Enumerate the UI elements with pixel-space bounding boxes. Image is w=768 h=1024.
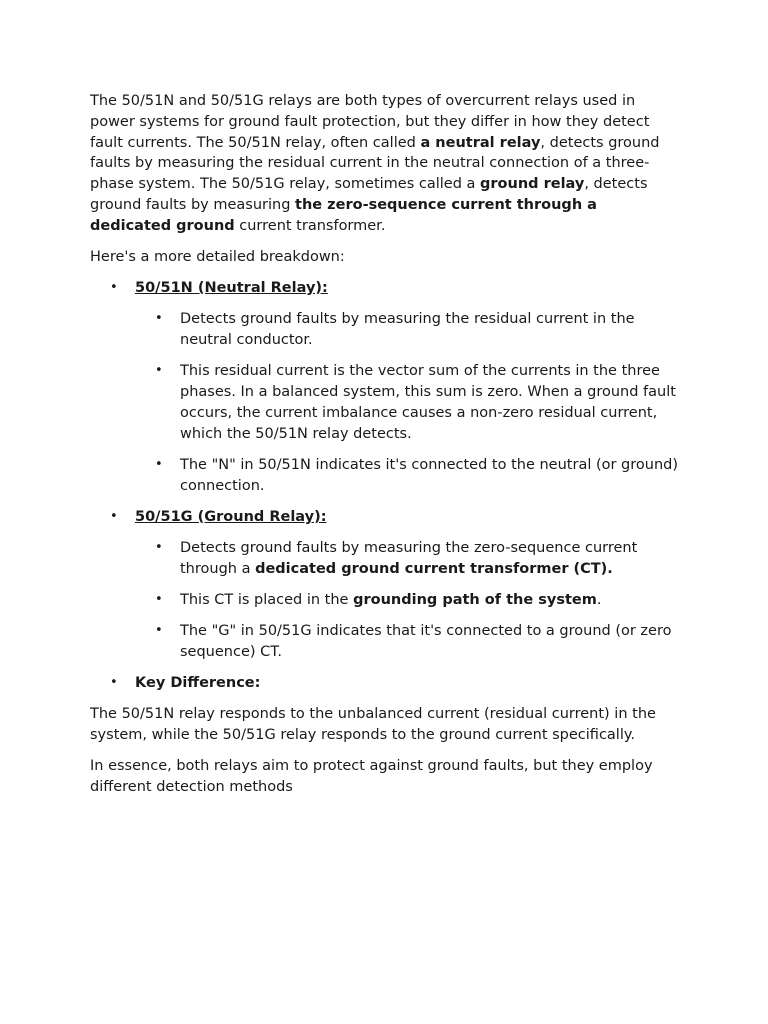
list-item xyxy=(135,538,682,580)
intro-text: , detects ground faults by measuring xyxy=(90,176,648,213)
list-item-bold: dedicated ground current transformer (CT). xyxy=(255,560,613,577)
neutral-relay-heading: 50/51N (Neutral Relay): xyxy=(135,280,328,297)
intro-bold-ground-relay: ground relay xyxy=(480,176,585,193)
list-item: • Detects ground faults by measuring the residual current in the neutral conductor. xyxy=(135,309,682,351)
closing-paragraph-1: The 50/51N relay responds to the unbalanced current (residual current) in the system, while the 50/51G relay responds to the ground current specifically. xyxy=(90,706,656,744)
breakdown-list xyxy=(90,278,682,694)
document-body xyxy=(90,91,682,808)
list-item-text: Detects ground faults by measuring the zero-sequence current through a xyxy=(180,540,638,577)
key-difference-heading: Key Difference: xyxy=(135,675,261,692)
ground-relay-sublist xyxy=(135,538,682,663)
neutral-relay-sublist xyxy=(135,309,682,496)
list-item-text: . xyxy=(596,592,602,609)
list-item: • This residual current is the vector sum of the currents in the three phases. In a balanced system, this sum is zero. When a ground fault occurs, the current imbalance causes a non-zero residual current, which the 50/51N relay detects. xyxy=(135,361,682,444)
closing-paragraph-2: In essence, both relays aim to protect against ground faults, but they employ different detection methods xyxy=(90,758,653,796)
list-item-neutral-relay xyxy=(90,278,682,496)
list-item-text: This CT is placed in the xyxy=(180,592,354,609)
list-item: • The "N" in 50/51N indicates it's connected to the neutral (or ground) connection. xyxy=(135,455,682,497)
intro-bold-neutral-relay: a neutral relay xyxy=(420,134,541,151)
ground-relay-heading: 50/51G (Ground Relay): xyxy=(135,508,327,525)
intro-text: current transformer. xyxy=(234,217,386,234)
list-item xyxy=(135,590,682,611)
intro-bold-zero-sequence: the zero-sequence current through a dedicated ground xyxy=(90,196,597,234)
intro-text: The 50/51N and 50/51G relays are both types of overcurrent relays used in power systems for ground fault protection, but they differ in how they detect fault currents. The 50/51N relay, often called xyxy=(90,93,650,151)
intro-paragraph xyxy=(90,91,682,237)
list-item: • The "G" in 50/51G indicates that it's connected to a ground (or zero sequence) CT. xyxy=(135,621,682,663)
list-item-ground-relay xyxy=(90,507,682,663)
list-item-bold: grounding path of the system xyxy=(353,592,597,609)
list-item-key-difference xyxy=(90,673,682,694)
intro-text: , detects ground faults by measuring the residual current in the neutral connection of a three-phase system. The 50/51G relay, sometimes called a xyxy=(90,134,660,193)
breakdown-intro: Here's a more detailed breakdown: xyxy=(90,248,345,265)
